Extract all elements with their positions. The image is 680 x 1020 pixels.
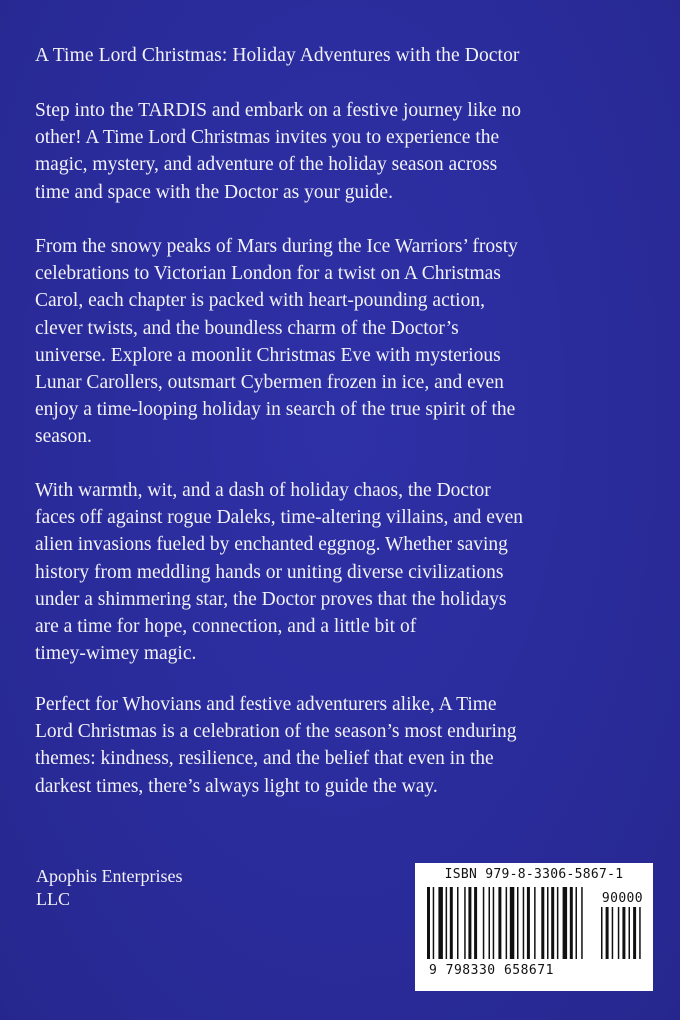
publisher-name <box>36 865 182 911</box>
blurb-line: enjoy a time-looping holiday in search of the true spirit of the <box>35 399 516 421</box>
isbn-label: ISBN 979-8-3306-5867-1 <box>444 867 624 882</box>
blurb-line: Perfect for Whovians and festive adventurers alike, A Time <box>35 694 497 715</box>
blurb-line: magic, mystery, and adventure of the holiday season across <box>35 154 498 176</box>
isbn-barcode <box>415 863 653 991</box>
blurb-line: time and space with the Doctor as your guide. <box>35 181 393 203</box>
blurb-line: history from meddling hands or uniting diverse civilizations <box>35 561 504 583</box>
publisher-line: LLC <box>36 889 70 909</box>
barcode-digits: 9 798330 658671 <box>429 963 554 978</box>
blurb-line: under a shimmering star, the Doctor proves that the holidays <box>35 588 507 610</box>
blurb-line: other! A Time Lord Christmas invites you to experience the <box>35 127 500 149</box>
blurb-line: celebrations to Victorian London for a twist on A Christmas <box>35 263 501 285</box>
blurb-line: Lord Christmas is a celebration of the season’s most enduring <box>35 721 517 743</box>
blurb-line: alien invasions fueled by enchanted eggnog. Whether saving <box>35 534 508 556</box>
blurb-line: With warmth, wit, and a dash of holiday chaos, the Doctor <box>35 480 491 501</box>
blurb-line: themes: kindness, resilience, and the belief that even in the <box>35 748 494 770</box>
blurb-line: faces off against rogue Daleks, time-altering villains, and even <box>35 507 524 529</box>
publisher-line: Apophis Enterprises <box>36 866 183 886</box>
blurb-line: Step into the TARDIS and embark on a festive journey like no <box>35 100 522 121</box>
blurb-paragraph-3 <box>35 477 655 667</box>
blurb-line: season. <box>35 426 92 448</box>
blurb-paragraph-1 <box>35 97 655 206</box>
book-title: A Time Lord Christmas: Holiday Adventures with the Doctor <box>35 45 520 66</box>
blurb-line: From the snowy peaks of Mars during the Ice Warriors’ frosty <box>35 236 518 257</box>
blurb-paragraph-2 <box>35 233 655 451</box>
blurb-line: timey-wimey magic. <box>35 643 197 665</box>
blurb-line: Lunar Carollers, outsmart Cybermen frozen in ice, and even <box>35 372 504 394</box>
blurb-paragraph-4 <box>35 691 655 800</box>
price-code: 90000 <box>601 891 643 906</box>
blurb-line: darkest times, there’s always light to guide the way. <box>35 775 438 797</box>
blurb-line: are a time for hope, connection, and a little bit of <box>35 616 417 638</box>
blurb-line: universe. Explore a moonlit Christmas Eve with mysterious <box>35 344 501 366</box>
blurb-line: clever twists, and the boundless charm of the Doctor’s <box>35 317 459 339</box>
blurb-line: Carol, each chapter is packed with heart-pounding action, <box>35 290 485 312</box>
